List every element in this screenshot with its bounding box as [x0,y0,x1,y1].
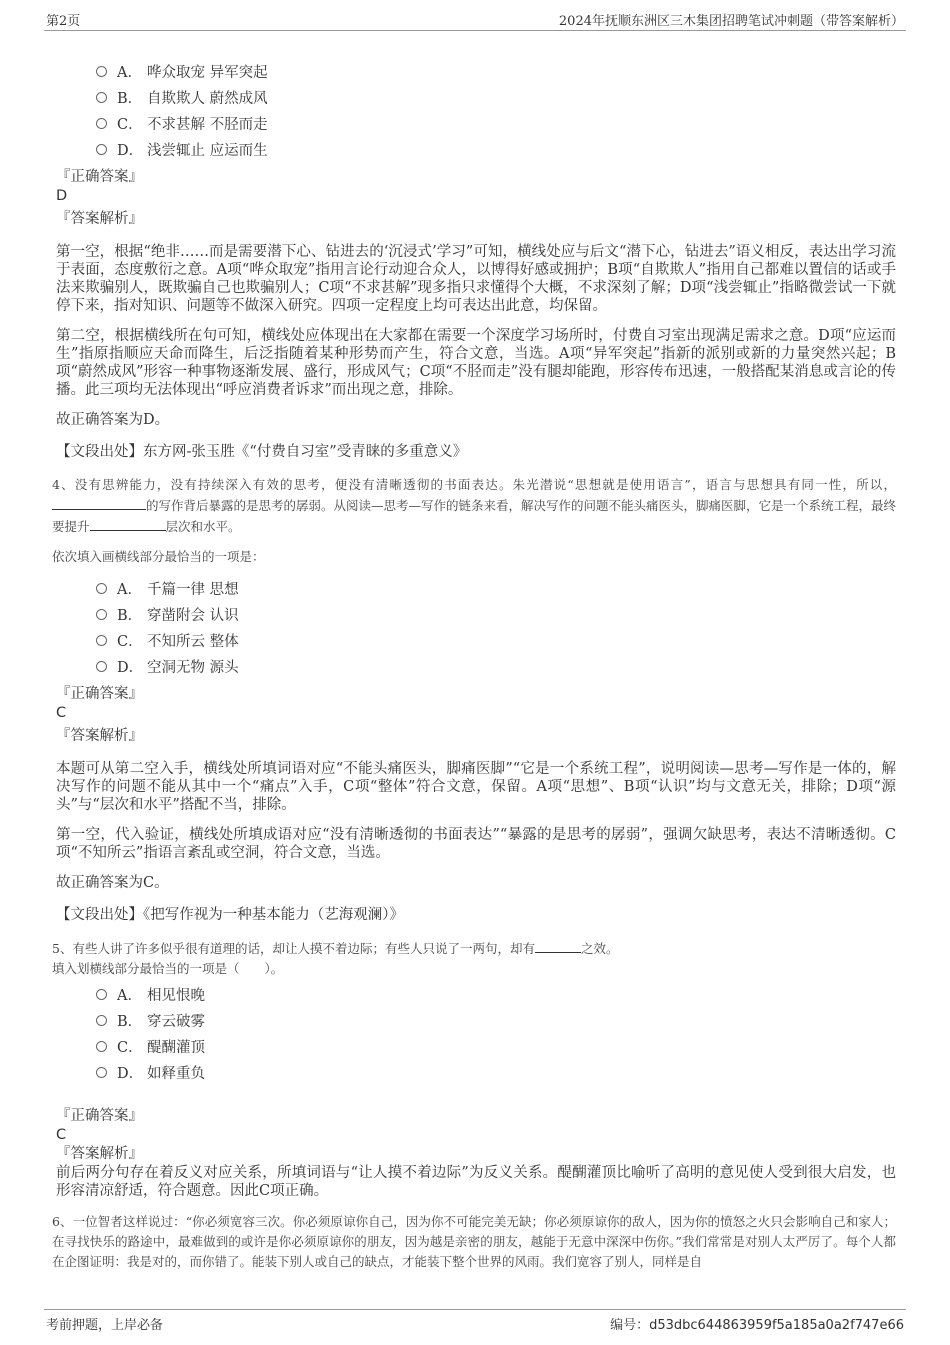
radio-icon[interactable] [96,1015,107,1026]
document-code: d53dbc644863959f5a185a0a2f747e66 [649,1318,904,1333]
q5-answer-label: 『正确答案』 [56,1108,143,1124]
q5-analysis-label: 『答案解析』 [56,1146,143,1162]
radio-icon[interactable] [96,118,107,129]
q4-analysis-p1: 本题可从第二空入手，横线处所填词语对应“不能头痛医头，脚痛医脚”“它是一个系统工程”，说明阅读—思考—写作是一体的，解决写作的问题不能从其中一个“痛点”入手，C项“整体”符合文意，保留。A项“思想”、B项“认识”均与文意无关，排除；D项“源头”与“层次和水平”搭配不当，排除。 [56,761,896,813]
page-number: 第2页 [46,14,81,29]
q3-analysis-label: 『答案解析』 [56,211,143,227]
q5-stem: 5、有些人讲了许多似乎很有道理的话，却让人摸不着边际；有些人只说了一两句，却有 之效。 [52,938,896,959]
q5-options [96,981,896,1085]
q4-stem: 4、没有思辨能力，没有持续深入有效的思考，便没有清晰透彻的书面表达。朱光潜说“思想就是使用语言”，语言与思想具有同一性，所以，的写作背后暴露的是思考的孱弱。从阅读—思考—写作的链条来看，解决写作的问题不能头痛医头，脚痛医脚，它是一个系统工程，最终要提升 层次和水平。 [52,477,897,534]
blank-line [535,938,581,953]
radio-icon[interactable] [96,635,107,646]
page-header [44,8,906,31]
q3-options [96,58,896,162]
q4-option-b[interactable]: B． 穿凿附会 认识 [96,601,896,627]
radio-icon[interactable] [96,583,107,594]
q5-option-d[interactable]: D． 如释重负 [96,1059,896,1085]
document-body [52,58,897,1272]
q4-analysis-p3: 故正确答案为C。 [56,875,169,891]
q3-answer-label: 『正确答案』 [56,169,143,185]
radio-icon[interactable] [96,661,107,672]
blank-line [52,495,146,510]
q3-analysis-p2: 第二空，根据横线所在句可知，横线处应体现出在大家都在需要一个深度学习场所时，付费自习室出现满足需求之意。D项“应运而生”指原指顺应天命而降生，后泛指随着某种形势而产生，符合文意，当选。A项“异军突起”指新的派别或新的力量突然兴起；B项“蔚然成风”形容一种事物逐渐发展、盛行，形成风气；C项“不胫而走”没有腿却能跑，形容传布迅速，一般搭配某消息或言论的传播。此三项均无法体现出“呼应消费者诉求”而出现之意，排除。 [56,328,896,398]
footer-slogan: 考前押题，上岸必备 [46,1318,164,1333]
footer-code: 编号：d53dbc644863959f5a185a0a2f747e66 [610,1318,904,1333]
page-footer [44,1309,906,1334]
q4-answer-label: 『正确答案』 [56,686,143,702]
radio-icon[interactable] [96,92,107,103]
radio-icon[interactable] [96,989,107,1000]
radio-icon[interactable] [96,1067,107,1078]
q5-option-b[interactable]: B． 穿云破雾 [96,1007,896,1033]
radio-icon[interactable] [96,609,107,620]
q4-answer: C [56,705,67,721]
q4-analysis-label: 『答案解析』 [56,728,143,744]
blank-line [90,516,166,531]
q3-answer: D [56,188,68,204]
radio-icon[interactable] [96,144,107,155]
q3-option-d[interactable]: D． 浅尝辄止 应运而生 [96,136,896,162]
radio-icon[interactable] [96,1041,107,1052]
q3-option-b[interactable]: B． 自欺欺人 蔚然成风 [96,84,896,110]
q3-source: 【文段出处】东方网-张玉胜《“付费自习室”受青睐的多重意义》 [56,444,468,460]
q4-analysis-p2: 第一空，代入验证，横线处所填成语对应“没有清晰透彻的书面表达”“暴露的是思考的孱弱”，强调欠缺思考，表达不清晰透彻。C项“不知所云”指语言紊乱或空洞，符合文意，当选。 [56,827,896,861]
q4-option-a[interactable]: A． 千篇一律 思想 [96,575,896,601]
q4-option-c[interactable]: C． 不知所云 整体 [96,627,896,653]
q3-analysis-p1: 第一空，根据“绝非……而是需要潜下心、钻进去的‘沉浸式’学习”可知，横线处应与后文“潜下心，钻进去”语义相反，表达出学习流于表面，态度敷衍之意。A项“哗众取宠”指用言论行动迎合众人，以博得好感或拥护；B项“自欺欺人”指用自己都难以置信的话或手法来欺骗别人，既欺骗自己也欺骗别人；C项“不求甚解”现多指只求懂得个大概，不求深刻了解；D项“浅尝辄止”指略微尝试一下就停下来，指对知识、问题等不做深入研究。四项一定程度上均可表达出此意，均保留。 [56,244,896,314]
q3-analysis-p3: 故正确答案为D。 [56,412,170,428]
q5-prompt: 填入划横线部分最恰当的一项是（ ）。 [52,961,284,976]
q5-option-c[interactable]: C． 醍醐灌顶 [96,1033,896,1059]
q4-source: 【文段出处】《把写作视为一种基本能力（艺海观澜）》 [56,907,404,923]
q4-prompt: 依次填入画横线部分最恰当的一项是： [52,549,265,564]
document-title: 2024年抚顺东洲区三木集团招聘笔试冲刺题（带答案解析） [558,14,904,29]
q5-option-a[interactable]: A． 相见恨晚 [96,981,896,1007]
q3-option-a[interactable]: A． 哗众取宠 异军突起 [96,58,896,84]
q3-option-c[interactable]: C． 不求甚解 不胫而走 [96,110,896,136]
q4-option-d[interactable]: D． 空洞无物 源头 [96,653,896,679]
radio-icon[interactable] [96,66,107,77]
q6-stem: 6、一位智者这样说过：“你必须宽容三次。你必须原谅你自己，因为你不可能完美无缺；你必须原谅你的敌人，因为你的愤怒之火只会影响自己和家人；在寻找快乐的路途中，最难做到的或许是你必须原谅你的朋友，因为越是亲密的朋友，越能于无意中深深中伤你。”我们常常是对别人太严厉了。每个人都在企图证明：我是对的，而你错了。能装下别人或自己的缺点，才能装下整个世界的风雨。我们宽容了别人，同样是自 [52,1214,896,1269]
q5-answer: C [56,1127,67,1143]
q4-options [96,575,896,679]
q5-analysis-p1: 前后两分句存在着反义对应关系，所填词语与“让人摸不着边际”为反义关系。醍醐灌顶比喻听了高明的意见使人受到很大启发，也形容清凉舒适，符合题意。因此C项正确。 [56,1165,896,1199]
